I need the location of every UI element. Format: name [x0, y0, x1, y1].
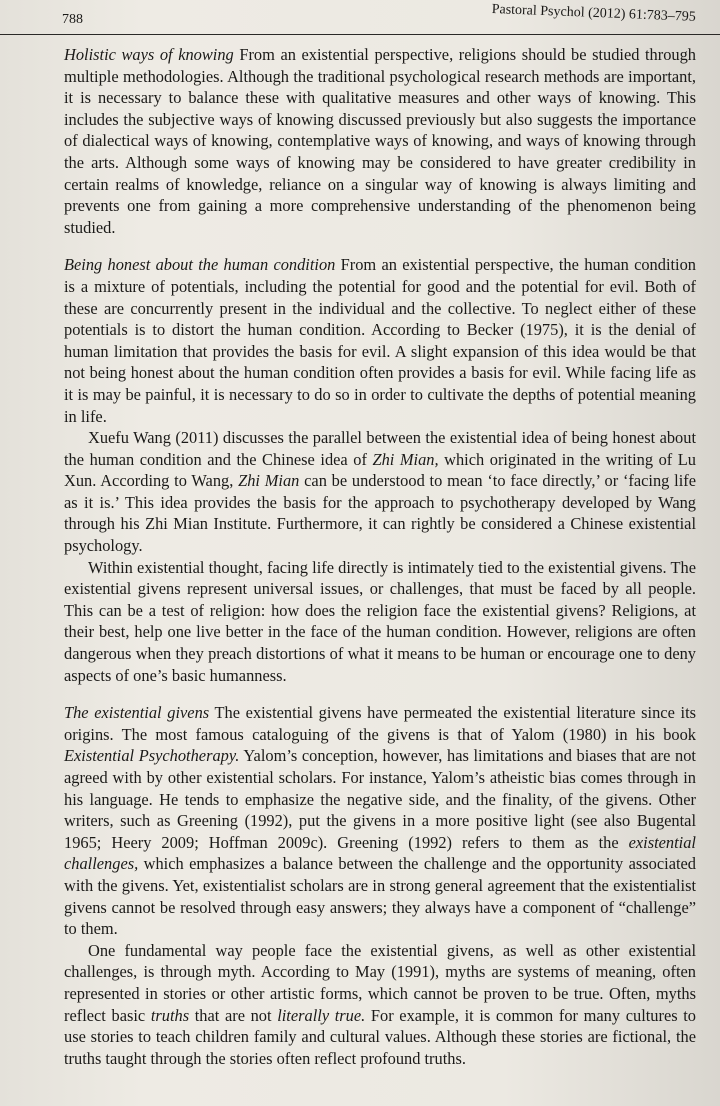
paragraph-text: which originated in the writing of Lu Xun. According to Wang,	[64, 449, 696, 491]
emphasis-text: Zhi Mian,	[372, 449, 439, 469]
paragraph-text: which emphasizes a balance between the challenge and the opportunity associated with the givens. Yet, existentialist scholars are in strong general agreement that the existentialist givens cannot be resolved through easy answers; they always have a component of “challenge” to them.	[64, 854, 696, 939]
paragraph-text: Within existential thought, facing life directly is intimately tied to the existential givens. The existential givens represent universal issues, or challenges, that must be faced by all people. This can be a test of religion: how does the religion face the existential givens? Religions, at their best, help one live better in the face of the human condition. However, religions are often dangerous when they preach distortions of what it means to be human or encourage one to deny aspects of one’s basic humanness.	[64, 557, 696, 685]
section-holistic-ways-of-knowing	[64, 44, 696, 238]
emphasis-text: Existential Psychotherapy.	[64, 746, 240, 766]
section-existential-givens	[64, 702, 696, 1069]
page-number: 788	[62, 12, 83, 27]
running-header	[0, 0, 720, 35]
paragraph-text: that are not	[189, 1005, 278, 1025]
emphasis-text: literally true.	[277, 1005, 366, 1025]
body-text	[64, 44, 696, 1069]
section-gap	[64, 686, 696, 702]
journal-reference: Pastoral Psychol (2012) 61:783–795	[491, 2, 697, 25]
section-heading: Holistic ways of knowing	[64, 45, 234, 64]
emphasis-text: truths	[150, 1005, 190, 1025]
section-heading: The existential givens	[64, 703, 210, 723]
paragraph-text: For example, it is common for many cultures to use stories to teach children family and cultural values. Although these stories are fictional, the truths taught through the stories often reflect profound truths.	[64, 1005, 696, 1068]
emphasis-text: Zhi Mian	[238, 471, 300, 491]
paragraph-text: can be understood to mean ‘to face directly,’ or ‘facing life as it is.’ This idea provides the basis for the approach to psychotherapy developed by Wang through his Zhi Mian Institute. Furthermore, it can rightly be considered a Chinese existential psychology.	[64, 471, 696, 556]
section-being-honest	[64, 254, 696, 686]
paragraph-text: From an existential perspective, religions should be studied through multiple methodologies. Although the traditional psychological research methods are important, it is necessary to balance these with qualitative measures and other ways of knowing. This includes the subjective ways of knowing discussed previously but also suggests the importance of dialectical ways of knowing, contemplative ways of knowing, and ways of knowing through the arts. Although some ways of knowing may be considered to have greater credibility in certain realms of knowledge, reliance on a singular way of knowing is always limiting and prevents one from gaining a more comprehensive understanding of the phenomenon being studied.	[64, 45, 696, 237]
paragraph	[64, 940, 696, 1070]
paragraph	[64, 702, 696, 940]
section-gap	[64, 238, 696, 254]
paragraph-text: From an existential perspective, the human condition is a mixture of potentials, including the potential for good and the potential for evil. Both of these are concurrently present in the individual and the collective. To neglect either of these potentials is to distort the human condition. According to Becker (1975), it is the denial of human limitation that provides the basis for evil. A slight expansion of this idea would be that not being honest about the human condition often provides a basis for evil. While facing life as it is may be painful, it is necessary to do so in order to cultivate the depths of potential meaning in life.	[64, 255, 697, 426]
paragraph-text: Yalom’s conception, however, has limitations and biases that are not agreed with by other existential scholars. For instance, Yalom’s atheistic bias comes through in his language. He tends to emphasize the negative side, and the finality, of the givens. Other writers, such as Greening (1992), put the givens in a more positive light (see also Bugental 1965; Heery 2009; Hoffman 2009c). Greening (1992) refers to them as the	[64, 746, 696, 852]
paragraph-text: The existential givens have permeated the existential literature since its origins. The most famous cataloguing of the givens is that of Yalom (1980) in his book	[64, 703, 696, 744]
paragraph	[64, 44, 696, 238]
section-heading: Being honest about the human condition	[64, 255, 336, 275]
paragraph	[64, 254, 696, 427]
paragraph-text: Xuefu Wang (2011) discusses the parallel between the existential idea of being honest about the human condition and the Chinese idea of	[64, 428, 696, 469]
paragraph	[64, 557, 696, 687]
emphasis-text: existential challenges,	[64, 832, 696, 874]
paragraph	[64, 427, 696, 557]
paragraph-text: One fundamental way people face the existential givens, as well as other existential challenges, is through myth. According to May (1991), myths are systems of meaning, often represented in stories or other artistic forms, which cannot be proven to be true. Often, myths reflect basic	[64, 940, 696, 1025]
